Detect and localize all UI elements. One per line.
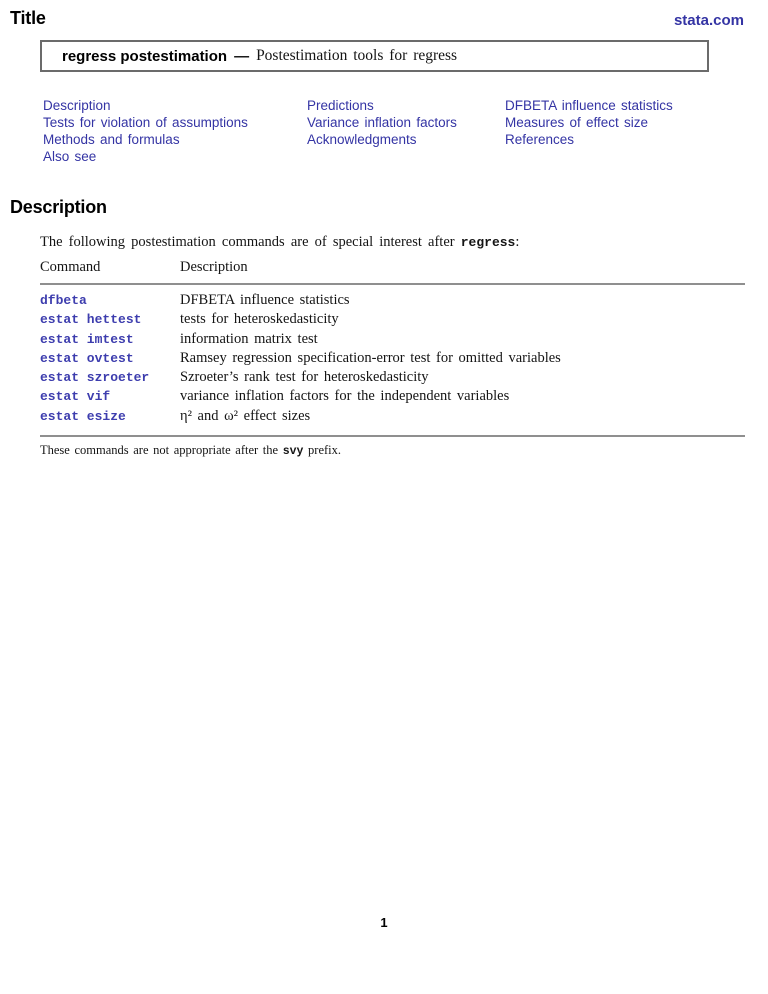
postestimation-commands-table bbox=[40, 259, 745, 458]
table-body bbox=[40, 285, 745, 437]
command-link-estat-imtest[interactable]: estat imtest bbox=[40, 331, 134, 347]
table-header-description: Description bbox=[180, 259, 248, 275]
command-description: Ramsey regression specification-error test for omitted variables bbox=[180, 349, 561, 366]
title-box bbox=[40, 40, 709, 72]
inline-code-regress: regress bbox=[460, 235, 516, 250]
nav-link-also-see[interactable]: Also see bbox=[43, 149, 97, 164]
manual-entry-name: regress postestimation bbox=[62, 47, 228, 65]
nav-column-3 bbox=[505, 97, 673, 148]
table-footnote bbox=[40, 443, 745, 458]
command-link-estat-szroeter[interactable]: estat szroeter bbox=[40, 370, 150, 386]
command-link-estat-esize[interactable]: estat esize bbox=[40, 408, 126, 424]
nav-link-dfbeta-influence-statistics[interactable]: DFBETA influence statistics bbox=[505, 98, 673, 113]
table-header-command: Command bbox=[40, 259, 101, 275]
command-link-estat-hettest[interactable]: estat hettest bbox=[40, 312, 142, 328]
section-heading-description: Description bbox=[10, 197, 107, 217]
note-text-after: prefix. bbox=[303, 443, 342, 458]
command-description: tests for heteroskedasticity bbox=[180, 311, 339, 328]
table-row bbox=[40, 330, 745, 349]
table-row bbox=[40, 368, 745, 387]
command-description: information matrix test bbox=[180, 330, 318, 347]
table-header-row bbox=[40, 259, 745, 285]
nav-link-references[interactable]: References bbox=[505, 132, 575, 147]
table-row bbox=[40, 310, 745, 329]
command-link-estat-ovtest[interactable]: estat ovtest bbox=[40, 350, 134, 366]
intro-text-after: : bbox=[515, 234, 520, 250]
note-text-before: These commands are not appropriate after the bbox=[40, 443, 283, 458]
command-link-estat-vif[interactable]: estat vif bbox=[40, 389, 111, 405]
command-description: η² and ω² effect sizes bbox=[180, 407, 311, 424]
command-description: Szroeter’s rank test for heteroskedasticity bbox=[180, 369, 429, 386]
nav-column-1 bbox=[43, 97, 248, 165]
nav-link-predictions[interactable]: Predictions bbox=[307, 98, 374, 113]
page-header-title: Title bbox=[10, 8, 46, 28]
nav-link-measures-of-effect-size[interactable]: Measures of effect size bbox=[505, 115, 649, 130]
table-row bbox=[40, 387, 745, 406]
page-number: 1 bbox=[380, 915, 388, 930]
command-description: DFBETA influence statistics bbox=[180, 292, 350, 308]
nav-link-methods-and-formulas[interactable]: Methods and formulas bbox=[43, 132, 180, 147]
intro-paragraph bbox=[40, 234, 680, 251]
intro-text-before: The following postestimation commands are of special interest after bbox=[40, 234, 461, 250]
table-row bbox=[40, 349, 745, 368]
manual-entry-subtitle: Postestimation tools for regress bbox=[256, 47, 458, 64]
inline-code-svy: svy bbox=[282, 445, 304, 459]
table-row bbox=[40, 407, 745, 426]
nav-link-acknowledgments[interactable]: Acknowledgments bbox=[307, 132, 417, 147]
nav-link-tests-for-violation[interactable]: Tests for violation of assumptions bbox=[43, 115, 248, 130]
table-row bbox=[40, 291, 745, 310]
nav-column-2 bbox=[307, 97, 457, 148]
em-dash: — bbox=[234, 47, 250, 65]
command-description: variance inflation factors for the independent variables bbox=[180, 388, 510, 405]
stata-com-link[interactable]: stata.com bbox=[673, 12, 744, 29]
nav-link-variance-inflation-factors[interactable]: Variance inflation factors bbox=[307, 115, 457, 130]
nav-link-description[interactable]: Description bbox=[43, 98, 111, 113]
command-link-dfbeta[interactable]: dfbeta bbox=[40, 293, 87, 308]
